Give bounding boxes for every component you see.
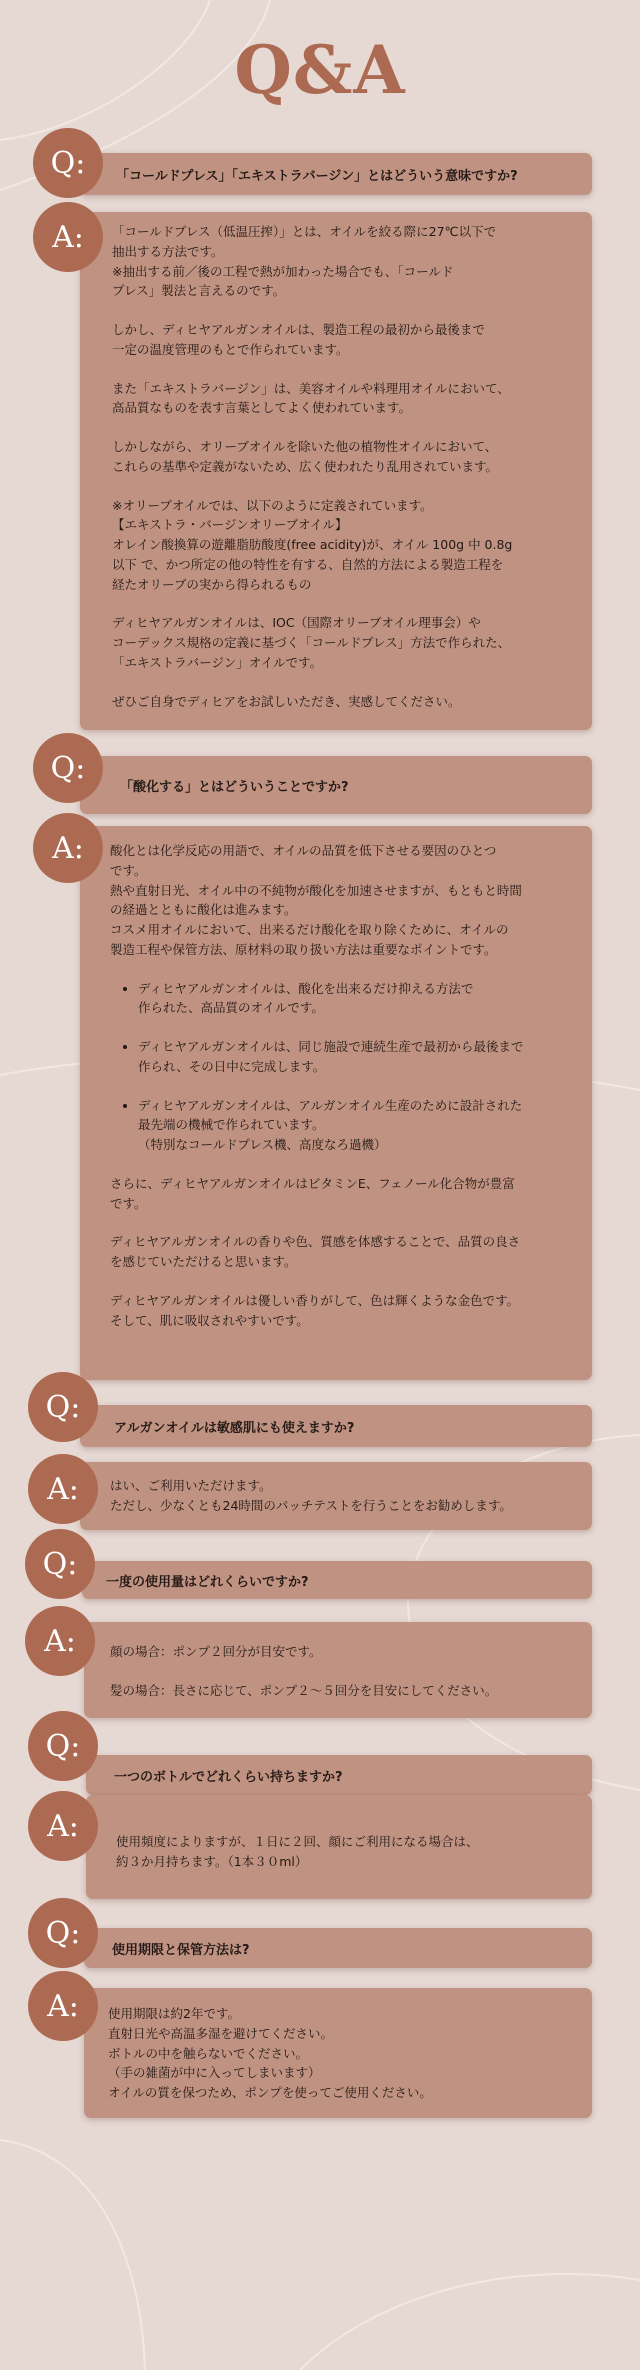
question-text: 「酸化する」とはどういうことですか? bbox=[120, 779, 349, 795]
answer-box bbox=[84, 1622, 592, 1718]
answer-marker: A: bbox=[28, 1971, 98, 2041]
answer-paragraph: 「コールドプレス（低温圧搾）」とは、オイルを絞る際に27℃以下で 抽出する方法です。 ※抽出する前／後の工程で熱が加わった場合でも、「コールド プレス」製法と言えるのです。 bbox=[112, 224, 497, 299]
question-box bbox=[80, 756, 592, 814]
answer-paragraph: ディヒヤアルガンオイルは優しい香りがして、色は輝くような金色です。 そして、肌に吸収されやすいです。 bbox=[110, 1292, 520, 1328]
answer-paragraph: 顔の場合：ポンプ２回分が目安です。 bbox=[110, 1644, 322, 1659]
question-box bbox=[84, 1928, 592, 1968]
answer-paragraph: さらに、ディヒヤアルガンオイルはビタミンE、フェノール化合物が豊富 です。 bbox=[110, 1175, 515, 1211]
answer-paragraph: ディヒヤアルガンオイルの香りや色、質感を体感することで、品質の良さ を感じていただけると思います。 bbox=[110, 1234, 521, 1269]
question-marker: Q: bbox=[28, 1898, 98, 1968]
answer-marker: A: bbox=[25, 1606, 95, 1676]
question-marker: Q: bbox=[28, 1372, 98, 1442]
question-box bbox=[80, 153, 592, 195]
answer-paragraph: ディヒヤアルガンオイルは、IOC（国際オリーブオイル理事会）や コーデックス規格の定義に基づく「コールドプレス」方法で作られた、 「エキストラバージン」オイルです。 bbox=[112, 615, 511, 670]
answer-bullet-item: • ディヒヤアルガンオイルは、酸化を出来るだけ抑える方法で 作られた、高品質のオイルです。 bbox=[138, 979, 582, 1019]
answer-bullet-item: • ディヒヤアルガンオイルは、同じ施設で連続生産で最初から最後まで 作られ、その日中に完成します。 bbox=[138, 1037, 582, 1077]
answer-box bbox=[84, 1988, 592, 2118]
answer-paragraph: 髪の場合：長さに応じて、ポンプ２～５回分を目安にしてください。 bbox=[110, 1682, 498, 1698]
answer-marker: A: bbox=[28, 1791, 98, 1861]
answer-paragraph: また「エキストラバージン」は、美容オイルや料理用オイルにおいて、 高品質なものを表す言葉としてよく使われています。 bbox=[112, 380, 510, 416]
answer-paragraph: はい、ご利用いただけます。 ただし、少なくとも24時間のパッチテストを行うことをお勧めします。 bbox=[110, 1478, 512, 1513]
page-title: Q&A bbox=[234, 31, 406, 109]
question-marker: Q: bbox=[33, 733, 103, 803]
question-text: 「コールドプレス」「エキストラバージン」とはどういう意味ですか? bbox=[116, 168, 518, 184]
question-box bbox=[86, 1755, 592, 1795]
question-marker: Q: bbox=[33, 128, 103, 198]
answer-paragraph: 使用期限は約2年です。 直射日光や高温多湿を避けてください。 ボトルの中を触らないでください。 （手の雑菌が中に入ってしまいます） オイルの質を保つため、ポンプを使ってご使用ください。 bbox=[108, 2006, 432, 2100]
answer-paragraph: ぜひご自身でディヒアをお試しいただき、実感してください。 bbox=[112, 693, 461, 709]
answer-bullet-list bbox=[110, 979, 582, 1155]
answer-box bbox=[80, 212, 592, 730]
answer-paragraph: 使用頻度によりますが、１日に２回、顔にご利用になる場合は、 約３か月持ちます。（1本３０ml） bbox=[116, 1834, 479, 1869]
answer-paragraph: ※オリーブオイルでは、以下のように定義されています。 【エキストラ・バージンオリーブオイル】 オレイン酸換算の遊離脂肪酸度(free acidity)が、オイル 100g 中 0.8g 以下 で、かつ所定の他の特性を有する、自然的方法による製造工程を 経たオリーブの実から得られるもの bbox=[112, 497, 513, 592]
question-marker: Q: bbox=[28, 1711, 98, 1781]
answer-box bbox=[80, 1462, 592, 1530]
answer-marker: A: bbox=[33, 813, 103, 883]
question-text: 使用期限と保管方法は? bbox=[112, 1942, 250, 1958]
answer-paragraph: 酸化とは化学反応の用語で、オイルの品質を低下させる要因のひとつ です。 熱や直射日光、オイル中の不純物が酸化を加速させますが、もともと時間 の経過とともに酸化は進みます。 コスメ用オイルにおいて、出来るだけ酸化を取り除くために、オイルの 製造工程や保管方法、原材料の取り扱い方法は重要なポイントです。 bbox=[110, 843, 522, 957]
answer-paragraph: しかし、ディヒヤアルガンオイルは、製造工程の最初から最後まで 一定の温度管理のもとで作られています。 bbox=[112, 322, 485, 357]
answer-marker: A: bbox=[33, 202, 103, 272]
question-text: アルガンオイルは敏感肌にも使えますか? bbox=[114, 1420, 355, 1436]
answer-bullet-item: • ディヒヤアルガンオイルは、アルガンオイル生産のために設計された 最先端の機械で作られています。 （特別なコールドプレス機、高度なろ過機） bbox=[138, 1096, 582, 1155]
answer-box bbox=[80, 826, 592, 1380]
answer-box bbox=[86, 1795, 592, 1899]
question-text: 一度の使用量はどれくらいですか? bbox=[106, 1574, 309, 1590]
question-marker: Q: bbox=[25, 1529, 95, 1599]
answer-marker: A: bbox=[28, 1454, 98, 1524]
question-box bbox=[80, 1405, 592, 1447]
question-text: 一つのボトルでどれくらい持ちますか? bbox=[114, 1769, 343, 1785]
question-box bbox=[82, 1561, 592, 1599]
answer-paragraph: しかしながら、オリーブオイルを除いた他の植物性オイルにおいて、 これらの基準や定義がないため、広く使われたり乱用されています。 bbox=[112, 439, 499, 474]
